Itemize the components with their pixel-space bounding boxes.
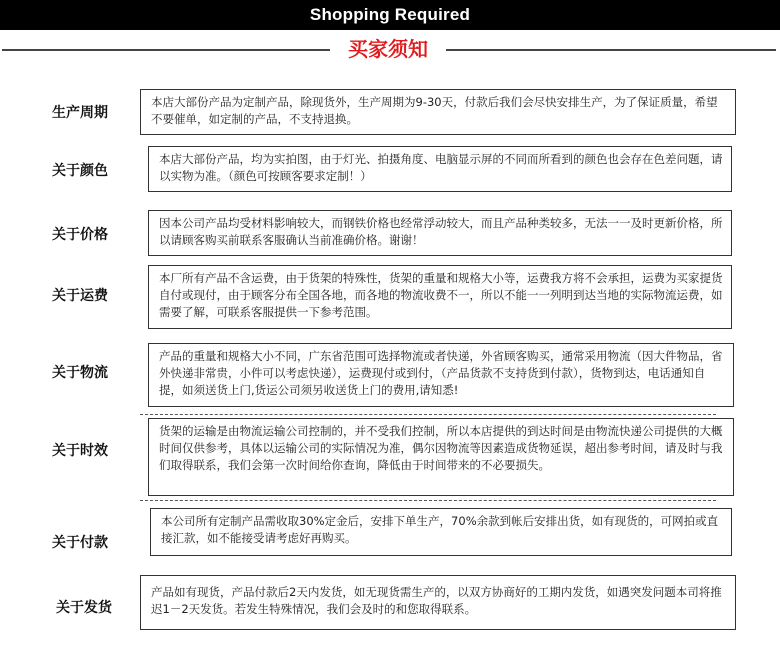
section-text-shipping-fee: 本厂所有产品不含运费，由于货架的特殊性，货架的重量和规格大小等，运费我方将不会承担，运费为买家提货自付或现付，由于顾客分布全国各地，而各地的物流收费不一，所以不能一一列明到达当地的实际物流运费，如需要了解，可联系客服提供一下参考范围。 <box>148 265 732 329</box>
title-divider-left <box>2 49 330 51</box>
section-text-logistics: 产品的重量和规格大小不同，广东省范围可选择物流或者快递，外省顾客购买，通常采用物流（因大件物品，省外快递非常贵，小件可以考虑快递），运费现付或到付，（产品货款不支持货到付款），货物到达，电话通知自提，如须送货上门,货运公司须另收送货上门的费用,请知悉! <box>148 343 734 407</box>
section-text-color: 本店大部份产品，均为实拍图，由于灯光、拍摄角度、电脑显示屏的不同而所看到的颜色也会存在色差问题，请以实物为准。（颜色可按顾客要求定制！） <box>148 146 732 192</box>
title-divider-right <box>446 49 776 51</box>
section-text-price: 因本公司产品均受材料影响较大，而钢铁价格也经常浮动较大，而且产品种类较多，无法一一及时更新价格，所以请顾客购买前联系客服确认当前准确价格。谢谢！ <box>148 210 732 256</box>
title-bar <box>0 37 780 61</box>
page-title: 买家须知 <box>348 37 428 61</box>
section-text-production: 本店大部份产品为定制产品，除现货外，生产周期为9-30天，付款后我们会尽快安排生产，为了保证质量，希望不要催单，如定制的产品，不支持退换。 <box>140 89 736 135</box>
section-label-logistics: 关于物流 <box>52 365 108 381</box>
section-label-delivery: 关于发货 <box>56 600 112 616</box>
banner: Shopping Required <box>0 0 780 30</box>
section-text-payment: 本公司所有定制产品需收取30%定金后，安排下单生产，70%余款到帐后安排出货，如有现货的，可网拍或直接汇款，如不能接受请考虑好再购买。 <box>150 508 732 556</box>
section-label-shipping-fee: 关于运费 <box>52 288 108 304</box>
section-label-production: 生产周期 <box>52 105 108 121</box>
section-label-payment: 关于付款 <box>52 535 108 551</box>
section-label-timeliness: 关于时效 <box>52 443 108 459</box>
section-divider <box>140 500 716 501</box>
section-label-color: 关于颜色 <box>52 163 108 179</box>
section-label-price: 关于价格 <box>52 227 108 243</box>
section-text-delivery: 产品如有现货，产品付款后2天内发货，如无现货需生产的，以双方协商好的工期内发货，如遇突发问题本司将推迟1－2天发货。若发生特殊情况，我们会及时的和您取得联系。 <box>140 575 736 630</box>
section-text-timeliness: 货架的运输是由物流运输公司控制的，并不受我们控制，所以本店提供的到达时间是由物流快递公司提供的大概时间仅供参考，具体以运输公司的实际情况为准，偶尔因物流等因素造成货物延误，超出参考时间，请及时与我们取得联系，我们会第一次时间给你查询，降低由于时间带来的不必要损失。 <box>148 418 734 496</box>
section-divider <box>140 414 716 415</box>
